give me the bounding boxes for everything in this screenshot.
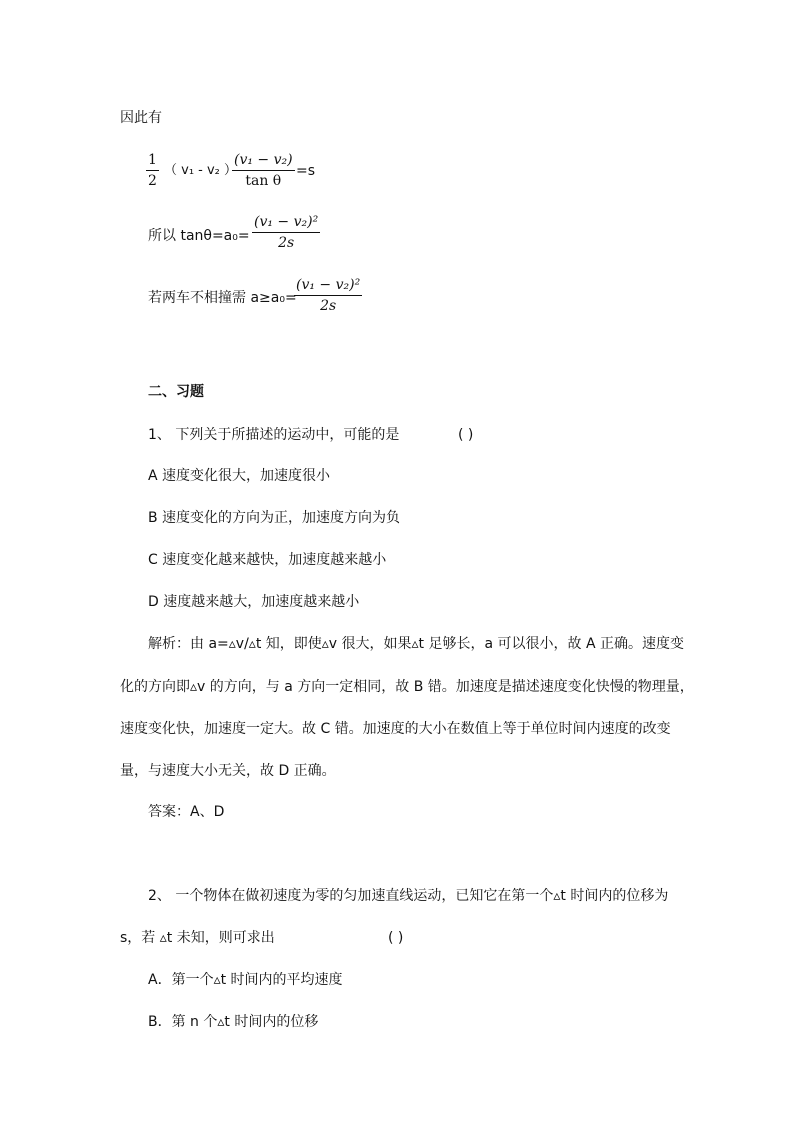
eq3-fraction-numerator: (v₁ − v₂)² [296, 277, 361, 293]
q1-analysis-line-2: 化的方向即▵v 的方向，与 a 方向一定相同，故 B 错。加速度是描述速度变化快慢的物理量， [120, 679, 694, 695]
eq1-rhs: =s [296, 163, 316, 179]
eq1-half-denominator: 2 [148, 173, 157, 189]
eq1-fraction-numerator: (v₁ − v₂) [234, 152, 293, 168]
q1-option-a: A 速度变化很大，加速度很小 [148, 468, 331, 484]
q2-option-b: B．第 n 个▵t 时间内的位移 [148, 1014, 319, 1030]
q2-stem-line-1: 2、 一个物体在做初速度为零的匀加速直线运动，已知它在第一个▵t 时间内的位移为 [148, 888, 669, 904]
eq2-fraction-numerator: (v₁ − v₂)² [254, 214, 319, 230]
eq1-fraction [232, 151, 295, 190]
eq1-half-numerator: 1 [148, 152, 157, 168]
q1-option-d: D 速度越来越大，加速度越来越小 [148, 594, 360, 610]
eq1-fraction-denominator: tan θ [245, 173, 282, 189]
eq2-fraction [252, 213, 320, 252]
section-title: 二、习题 [148, 384, 204, 400]
fraction-bar [232, 170, 295, 171]
eq2-prefix: 所以 tanθ=a₀= [148, 228, 250, 244]
q1-analysis-line-1: 解析：由 a=▵v/▵t 知，即使▵v 很大，如果▵t 足够长，a 可以很小，故 A 正确。速度变 [148, 636, 684, 652]
fraction-bar [146, 170, 159, 171]
derivation-intro: 因此有 [120, 110, 162, 126]
q1-option-c: C 速度变化越来越快，加速度越来越小 [148, 552, 387, 568]
eq3-fraction [294, 276, 362, 315]
q1-analysis-line-4: 量，与速度大小无关，故 D 正确。 [120, 763, 336, 779]
q1-answer: 答案：A、D [148, 804, 225, 820]
q2-option-a: A．第一个▵t 时间内的平均速度 [148, 972, 343, 988]
eq3-prefix: 若两车不相撞需 a≥a₀= [148, 290, 297, 306]
eq1-half-fraction [146, 151, 159, 190]
q2-answer-blank: ( ) [388, 930, 404, 946]
eq3-fraction-denominator: 2s [320, 298, 337, 314]
q1-answer-blank: ( ) [458, 427, 474, 443]
q1-analysis-line-3: 速度变化快，加速度一定大。故 C 错。加速度的大小在数值上等于单位时间内速度的改变 [120, 721, 671, 737]
fraction-bar [252, 232, 320, 233]
fraction-bar [294, 295, 362, 296]
q1-stem: 1、 下列关于所描述的运动中，可能的是 [148, 427, 400, 443]
q1-option-b: B 速度变化的方向为正，加速度方向为负 [148, 510, 401, 526]
q2-stem-line-2: s，若 ▵t 未知，则可求出 [120, 930, 275, 946]
eq2-fraction-denominator: 2s [278, 235, 295, 251]
eq1-middle-term: （ v₁ - v₂ ） [164, 163, 238, 178]
